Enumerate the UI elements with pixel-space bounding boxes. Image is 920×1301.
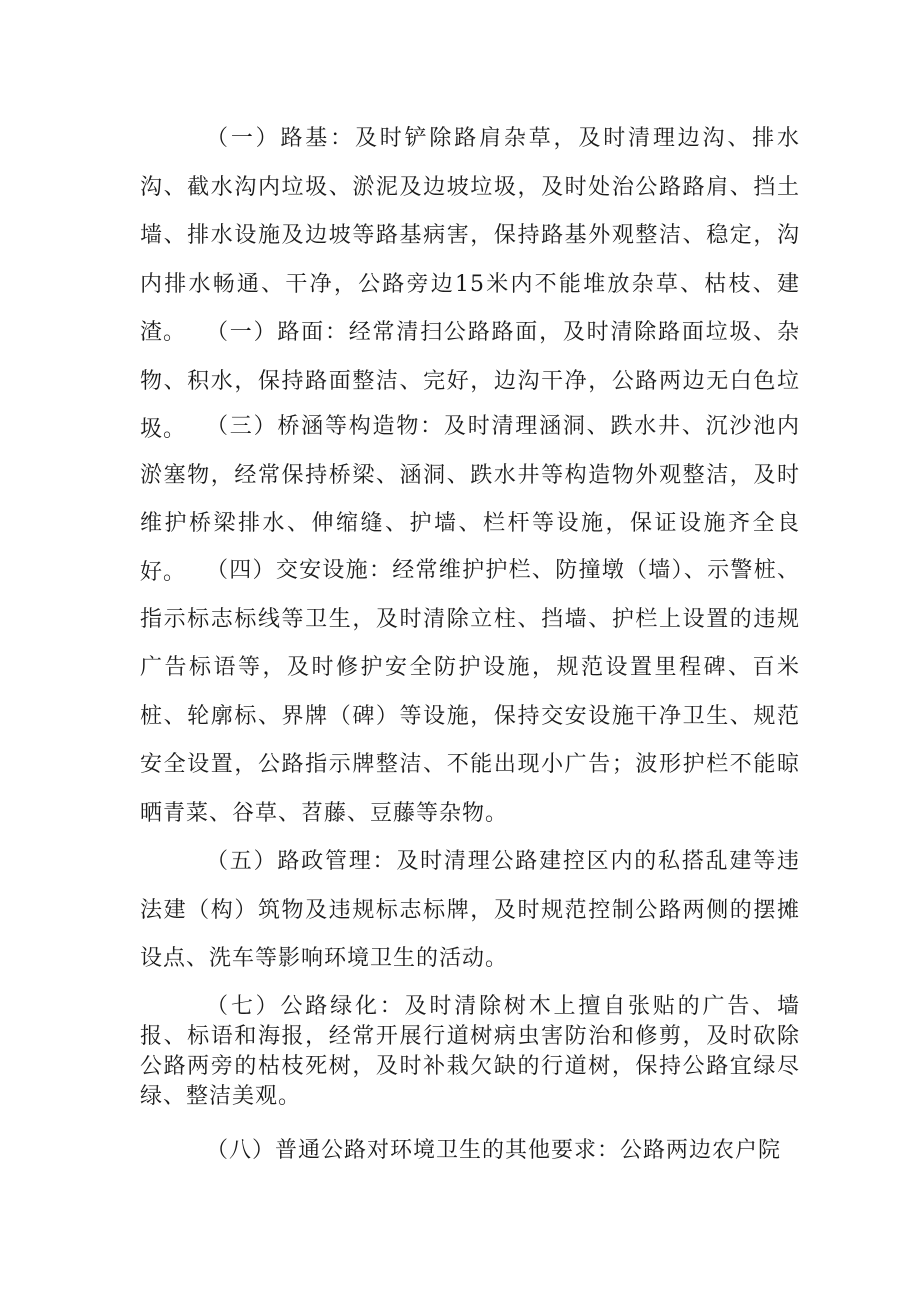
paragraph-other-requirements: （八）普通公路对环境卫生的其他要求：公路两边农户院: [206, 1138, 782, 1163]
paragraph-road-administration: （五）路政管理：及时清理公路建控区内的私搭乱建等违法建（构）筑物及违规标志标牌，及时规范控制公路两侧的摆摊设点、洗车等影响环境卫生的活动。: [140, 849, 800, 971]
paragraph-traffic-safety: （四）交安设施：经常维护护栏、防撞墩（墙）、示警桩、指示标志标线等卫生，及时清除立柱、挡墙、护栏上设置的违规广告标语等，及时修护安全防护设施，规范设置里程碑、百米桩、轮廓标、界牌（碑）等设施，保持交安设施干净卫生、规范安全设置，公路指示牌整洁、不能出现小广告；波形护栏不能晾晒青菜、谷草、苕藤、豆藤等杂物。: [140, 558, 800, 826]
paragraph-road-surface: （一）路面：经常清扫公路路面，及时清除路面垃圾、杂物、积水，保持路面整洁、完好，边沟干净，公路两边无白色垃圾。: [140, 320, 800, 442]
paragraph-road-greening: （七）公路绿化：及时清除树木上擅自张贴的广告、墙报、标语和海报，经常开展行道树病虫害防治和修剪，及时砍除公路两旁的枯枝死树，及时补栽欠缺的行道树，保持公路宜绿尽绿、整洁美观。: [140, 994, 800, 1109]
paragraph-roadbed: （一）路基：及时铲除路肩杂草，及时清理边沟、排水沟、截水沟内垃圾、淤泥及边坡垃圾，及时处治公路路肩、挡土墙、排水设施及边坡等路基病害，保持路基外观整洁、稳定，沟内排水畅通、干净，公路旁边15米内不能堆放杂草、枯枝、建渣。: [140, 126, 800, 345]
paragraph-bridges-culverts: （三）桥涵等构造物：及时清理涵洞、跌水井、沉沙池内淤塞物，经常保持桥梁、涵洞、跌水井等构造物外观整洁，及时维护桥梁排水、伸缩缝、护墙、栏杆等设施，保证设施齐全良好。: [140, 414, 800, 585]
